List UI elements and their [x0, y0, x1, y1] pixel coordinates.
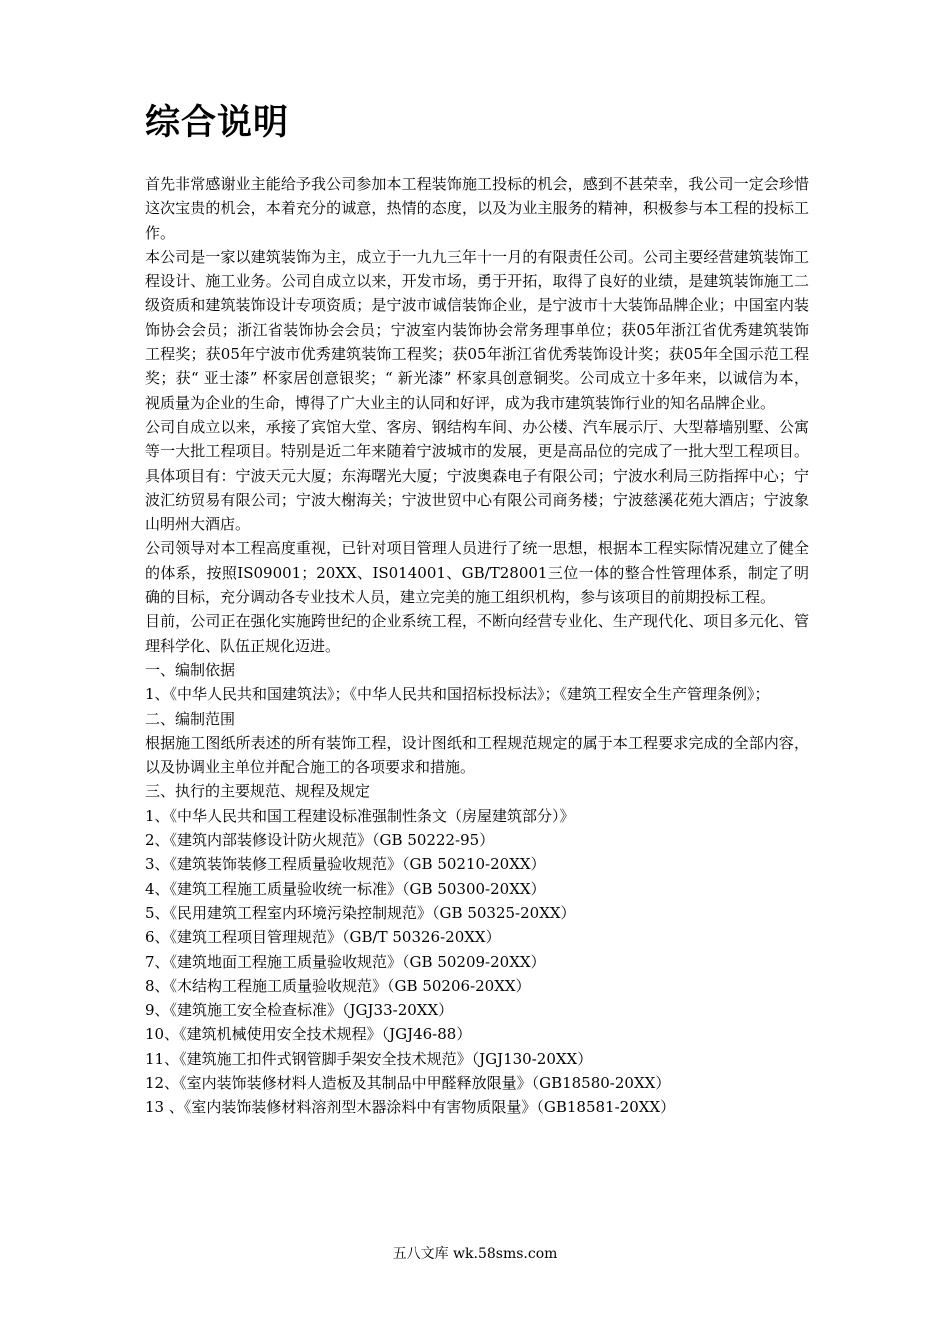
list-item: 13 、《室内装饰装修材料溶剂型木器涂料中有害物质限量》（GB18581-20XX） [145, 1098, 676, 1117]
list-item: 3、《建筑装饰装修工程质量验收规范》（GB 50210-20XX） [145, 855, 546, 874]
list-item: 11、《建筑施工扣件式钢管脚手架安全技术规范》（JGJ130-20XX） [145, 1049, 593, 1068]
page-title: 综合说明 [145, 103, 290, 143]
section-heading-basis: 一、编制依据 [145, 660, 236, 679]
list-item: 1、《中华人民共和国建筑法》；《中华人民共和国招标投标法》；《建筑工程安全生产管理条例》； [145, 685, 770, 704]
list-item: 7、《建筑地面工程施工质量验收规范》（GB 50209-20XX） [145, 952, 546, 971]
list-item: 2、《建筑内部装修设计防火规范》（GB 50222-95） [145, 831, 495, 850]
paragraph-current: 目前，公司正在强化实施跨世纪的企业系统工程，不断向经营专业化、生产现代化、项目多元化、管理科学化、队伍正规化迈进。 [145, 612, 809, 655]
list-item: 9、《建筑施工安全检查标准》（JGJ33-20XX） [145, 1001, 454, 1020]
paragraph-projects: 公司自成立以来，承接了宾馆大堂、客房、钢结构车间、办公楼、汽车展示厅、大型幕墙别墅、公寓等一大批工程项目。特别是近二年来随着宁波城市的发展，更是高品位的完成了一批大型工程项目。具体项目有：宁波天元大厦；东海曙光大厦；宁波奥森电子有限公司；宁波水利局三防指挥中心；宁波汇纺贸易有限公司；宁波大榭海关；宁波世贸中心有限公司商务楼；宁波慈溪花苑大酒店；宁波象山明州大酒店。 [145, 417, 809, 534]
paragraph-intro: 首先非常感谢业主能给予我公司参加本工程装饰施工投标的机会，感到不甚荣幸，我公司一定会珍惜这次宝贵的机会，本着充分的诚意，热情的态度，以及为业主服务的精神，积极参与本工程的投标工作。 [145, 175, 809, 242]
list-item: 10、《建筑机械使用安全技术规程》（JGJ46-88） [145, 1025, 472, 1044]
section-heading-scope: 二、编制范围 [145, 709, 236, 728]
page-footer: 五八文库 wk.58sms.com [392, 1246, 558, 1262]
paragraph-management: 公司领导对本工程高度重视，已针对项目管理人员进行了统一思想，根据本工程实际情况建立了健全的体系，按照IS09001；20XX、IS014001、GB/T28001三位一体的整合性管理体系，制定了明确的目标，充分调动各专业技术人员，建立完美的施工组织机构，参与该项目的前期投标工程。 [145, 539, 809, 607]
section-heading-standards: 三、执行的主要规范、规程及规定 [145, 782, 371, 801]
list-item: 12、《室内装饰装修材料人造板及其制品中甲醛释放限量》（GB18580-20XX） [145, 1073, 671, 1092]
list-item: 5、《民用建筑工程室内环境污染控制规范》（GB 50325-20XX） [145, 903, 576, 922]
paragraph-scope: 根据施工图纸所表述的所有装饰工程，设计图纸和工程规范规定的属于本工程要求完成的全部内容，以及协调业主单位并配合施工的各项要求和措施。 [145, 733, 809, 777]
document-body [145, 172, 809, 1120]
paragraph-company: 本公司是一家以建筑装饰为主，成立于一九九三年十一月的有限责任公司。公司主要经营建筑装饰工程设计、施工业务。公司自成立以来，开发市场，勇于开拓，取得了良好的业绩，是建筑装饰施工二级资质和建筑装饰设计专项资质；是宁波市诚信装饰企业，是宁波市十大装饰品牌企业；中国室内装饰协会会员；浙江省装饰协会会员；宁波室内装饰协会常务理事单位；获05年浙江省优秀建筑装饰工程奖；获05年宁波市优秀建筑装饰工程奖；获05年浙江省优秀装饰设计奖；获05年全国示范工程奖；获“ 亚士漆” 杯家居创意银奖；“ 新光漆” 杯家具创意铜奖。公司成立十多年来，以诚信为本，视质量为企业的生命，博得了广大业主的认同和好评，成为我市建筑装饰行业的知名品牌企业。 [145, 247, 809, 412]
list-item: 6、《建筑工程项目管理规范》（GB/T 50326-20XX） [145, 928, 501, 947]
list-item: 4、《建筑工程施工质量验收统一标准》（GB 50300-20XX） [145, 879, 546, 898]
list-item: 8、《木结构工程施工质量验收规范》（GB 50206-20XX） [145, 976, 531, 995]
list-item: 1、《中华人民共和国工程建设标准强制性条文（房屋建筑部分）》 [145, 806, 575, 825]
